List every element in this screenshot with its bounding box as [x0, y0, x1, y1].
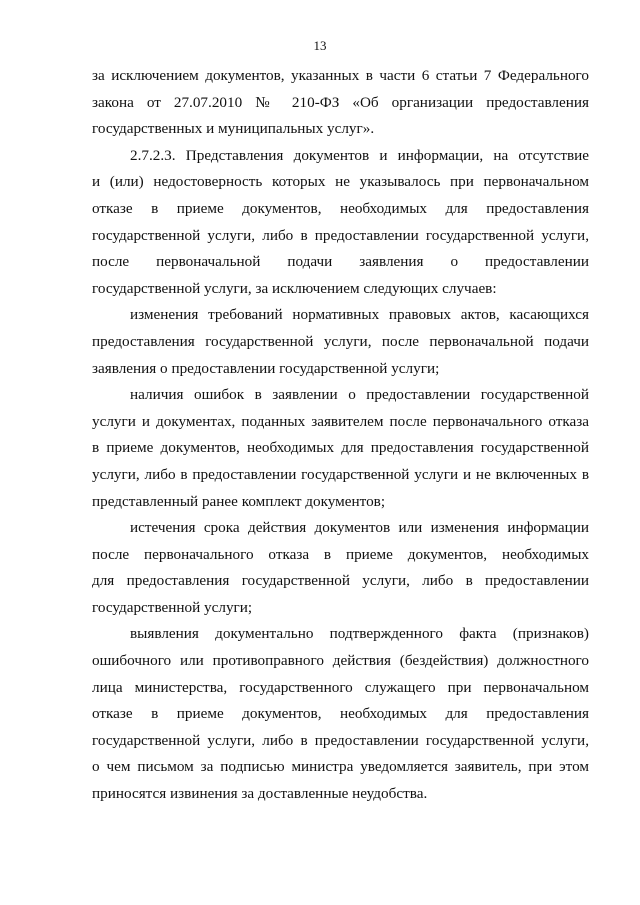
paragraph-continuation	[92, 63, 589, 143]
page-number: 13	[313, 38, 327, 53]
paragraph-expiry	[92, 515, 589, 621]
text-line: государственных и муниципальных услуг».	[92, 120, 375, 138]
paragraph-2-7-2-3	[92, 143, 589, 303]
text-line: лица министерства, государственного служащего при первоначальном	[92, 678, 589, 696]
text-line: отказе в приеме документов, необходимых для предоставления	[92, 199, 589, 217]
text-line: государственной услуги, за исключением следующих случаев:	[92, 279, 497, 297]
document-body	[92, 63, 589, 808]
text-line: после первоначальной подачи заявления о предоставлении	[92, 253, 589, 271]
text-line: 2.7.2.3. Представления документов и информации, на отсутствие	[130, 146, 589, 164]
text-line: услуги, либо в предоставлении государственной услуги и не включенных в	[92, 465, 589, 483]
text-line: в приеме документов, необходимых для предоставления государственной	[92, 439, 589, 457]
paragraph-misconduct	[92, 621, 589, 807]
text-line: представленный ранее комплект документов;	[92, 492, 386, 510]
text-line: государственной услуги, либо в предоставлении государственной услуги,	[92, 731, 589, 749]
paragraph-errors	[92, 382, 589, 515]
text-line: выявления документально подтвержденного факта (признаков)	[130, 625, 589, 643]
paragraph-requirements-change	[92, 302, 589, 382]
text-line: истечения срока действия документов или изменения информации	[130, 519, 589, 537]
text-line: услуги и документах, поданных заявителем после первоначального отказа	[92, 412, 589, 430]
text-line: и (или) недостоверность которых не указывалось при первоначальном	[92, 173, 589, 191]
text-line: закона от 27.07.2010 № 210-ФЗ «Об организации предоставления	[92, 93, 589, 111]
text-line: заявления о предоставлении государственной услуги;	[92, 359, 440, 377]
text-line: приносятся извинения за доставленные неудобства.	[92, 785, 428, 803]
text-line: за исключением документов, указанных в части 6 статьи 7 Федерального	[92, 67, 589, 84]
text-line: наличия ошибок в заявлении о предоставлении государственной	[130, 386, 589, 404]
text-line: государственной услуги;	[92, 598, 253, 616]
text-line: после первоначального отказа в приеме документов, необходимых	[92, 545, 589, 563]
text-line: государственной услуги, либо в предоставлении государственной услуги,	[92, 226, 589, 244]
text-line: отказе в приеме документов, необходимых для предоставления	[92, 705, 589, 723]
text-line: изменения требований нормативных правовых актов, касающихся	[130, 306, 589, 324]
text-line: предоставления государственной услуги, после первоначальной подачи	[92, 332, 589, 350]
text-line: о чем письмом за подписью министра уведомляется заявитель, при этом	[92, 758, 589, 776]
text-line: ошибочного или противоправного действия (бездействия) должностного	[92, 652, 589, 670]
text-line: для предоставления государственной услуги, либо в предоставлении	[92, 572, 589, 590]
